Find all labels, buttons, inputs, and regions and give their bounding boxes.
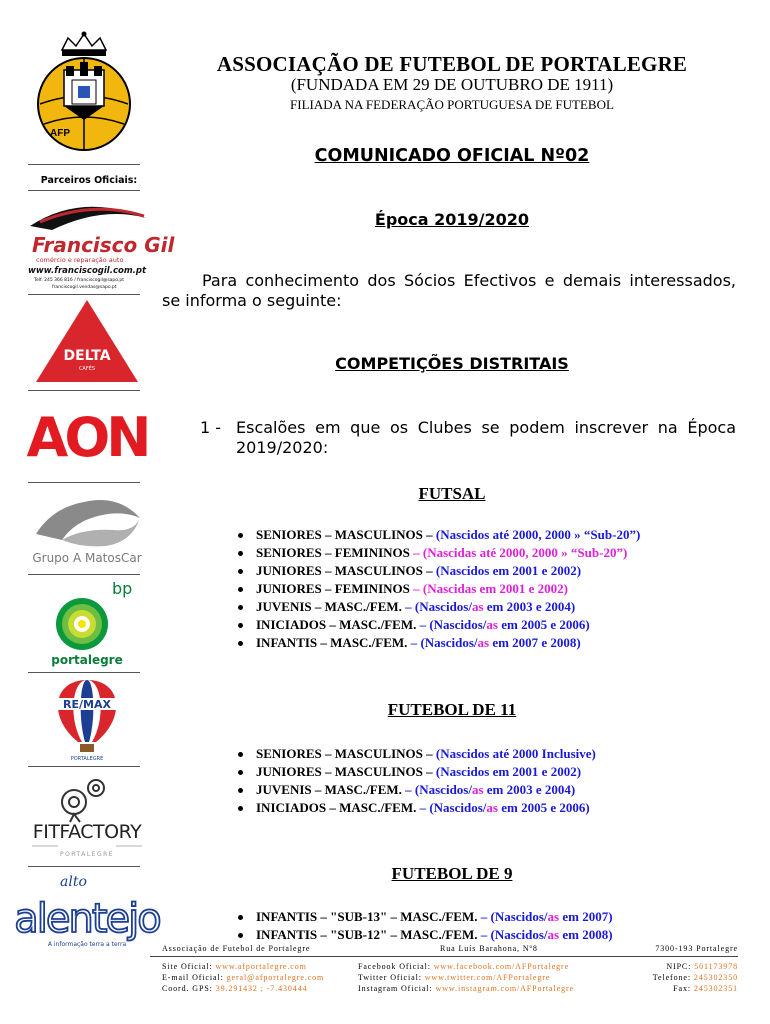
sidebar-divider (28, 390, 140, 391)
footer-twitter-link[interactable]: www.twitter.com/AFPortalegre (424, 973, 551, 982)
partner-logo-bp (22, 576, 152, 668)
list-item: SENIORES – FEMININOS – (Nascidas até 2000, 2000 » “Sub-20”) (236, 544, 640, 562)
item-number: 1 - (200, 418, 222, 437)
affiliation-line: FILIADA NA FEDERAÇÃO PORTUGUESA DE FUTEBOL (290, 97, 614, 112)
footer-gps: 39.291432 ; -7.430444 (215, 984, 308, 993)
futebol-11-heading: FUTEBOL DE 11 (387, 700, 517, 719)
organization-title: ASSOCIAÇÃO DE FUTEBOL DE PORTALEGRE (216, 52, 688, 76)
svg-text:DELTA: DELTA (63, 348, 111, 364)
svg-text:A informação terra a terra: A informação terra a terra (47, 941, 127, 948)
sidebar-divider (28, 190, 140, 191)
list-item: JUVENIS – MASC./FEM. – (Nascidos/as em 2003 e 2004) (236, 781, 596, 799)
list-item: JUNIORES – MASCULINOS – (Nascidos em 2001 e 2002) (236, 562, 640, 580)
list-item: JUVENIS – MASC./FEM. – (Nascidos/as em 2003 e 2004) (236, 598, 640, 616)
partner-logo-alto-alentejo (14, 866, 160, 954)
founding-subtitle: (FUNDADA EM 29 DE OUTUBRO DE 1911) (290, 75, 614, 94)
futebol-9-heading: FUTEBOL DE 9 (391, 864, 513, 883)
futebol-11-list (236, 745, 596, 817)
season-heading: Época 2019/2020 (374, 210, 530, 229)
sidebar-divider (28, 672, 140, 673)
svg-text:PORTALEGRE: PORTALEGRE (70, 756, 104, 762)
footer-divider (150, 956, 738, 957)
futsal-list (236, 526, 640, 652)
footer-fax: 245302351 (693, 984, 738, 993)
svg-text:PORTALEGRE: PORTALEGRE (59, 851, 115, 858)
list-item: INICIADOS – MASC./FEM. – (Nascidos/as em 2005 e 2006) (236, 616, 640, 634)
list-item: SENIORES – MASCULINOS – (Nascidos até 2000 Inclusive) (236, 745, 596, 763)
svg-text:RE/MAX: RE/MAX (63, 698, 111, 711)
partner-logo-aon (22, 396, 152, 472)
list-item: JUNIORES – FEMININOS – (Nascidas em 2001 e 2002) (236, 580, 640, 598)
partner-logo-remax (22, 676, 152, 764)
footer-email-link[interactable]: geral@afportalegre.com (226, 973, 325, 982)
communique-title: COMUNICADO OFICIAL Nº02 (314, 146, 590, 166)
list-item: INFANTIS – "SUB-13" – MASC./FEM. – (Nascidos/as em 2007) (236, 908, 613, 926)
svg-text:portalegre: portalegre (51, 653, 123, 667)
afp-crest-logo (28, 30, 140, 152)
svg-text:alentejo: alentejo (14, 896, 160, 942)
partner-logo-matoscar (22, 488, 152, 568)
list-item: INFANTIS – MASC./FEM. – (Nascidos/as em 2007 e 2008) (236, 634, 640, 652)
crest-initials: AFP (50, 128, 70, 139)
sidebar-divider (28, 294, 140, 295)
competitions-heading: COMPETIÇÕES DISTRITAIS (335, 354, 569, 373)
list-item: INICIADOS – MASC./FEM. – (Nascidos/as em 2005 e 2006) (236, 799, 596, 817)
list-item: SENIORES – MASCULINOS – (Nascidos até 2000, 2000 » “Sub-20”) (236, 526, 640, 544)
svg-text:alto: alto (60, 874, 87, 890)
partners-label: Parceiros Oficiais: (40, 175, 138, 186)
item-text: Escalões em que os Clubes se podem inscrever na Época 2019/2020: (236, 418, 736, 457)
svg-text:www.franciscogil.com.pt: www.franciscogil.com.pt (28, 266, 147, 276)
futebol-9-list (236, 908, 613, 944)
intro-paragraph: Para conhecimento dos Sócios Efectivos e demais interessados, se informa o seguinte: (162, 271, 736, 310)
francisco-gil-name: Francisco Gil (32, 233, 175, 257)
svg-text:AON: AON (26, 406, 148, 469)
svg-text:bp: bp (112, 579, 133, 598)
footer-nipc: 501173978 (694, 962, 738, 971)
svg-text:Telf. 245 366 816 / franciscog: Telf. 245 366 816 / franciscogil@sapo.pt (34, 278, 125, 283)
svg-text:comércio e reparação auto: comércio e reparação auto (36, 256, 124, 264)
list-item: INFANTIS – "SUB-12" – MASC./FEM. – (Nascidos/as em 2008) (236, 926, 613, 944)
footer-facebook-link[interactable]: www.facebook.com/AFPortalegre (433, 962, 570, 971)
svg-text:Grupo A MatosCar: Grupo A MatosCar (32, 551, 142, 565)
sidebar-divider (28, 164, 140, 165)
footer-address: Rua Luís Barahona, Nº8 (440, 944, 538, 953)
footer-instagram-link[interactable]: www.instagram.com/AFPortalegre (435, 984, 574, 993)
svg-text:FITFACTORY: FITFACTORY (32, 821, 142, 843)
footer-postal: 7300-193 Portalegre (655, 944, 738, 953)
sidebar-divider (28, 482, 140, 483)
sidebar-divider (28, 574, 140, 575)
list-item: JUNIORES – MASCULINOS – (Nascidos em 2001 e 2002) (236, 763, 596, 781)
partner-logo-delta (22, 298, 152, 384)
sidebar-divider (28, 766, 140, 767)
partner-logo-francisco-gil (22, 196, 175, 292)
futsal-heading: FUTSAL (418, 484, 486, 503)
footer-phone: 245302350 (693, 973, 738, 982)
footer-org: Associação de Futebol de Portalegre (162, 944, 311, 953)
svg-text:CAFÉS: CAFÉS (78, 366, 96, 372)
svg-text:franciscogil.vendas@sapo.pt: franciscogil.vendas@sapo.pt (52, 285, 117, 290)
footer-site-link[interactable]: www.afportalegre.com (215, 962, 307, 971)
partner-logo-fitfactory (22, 770, 152, 862)
